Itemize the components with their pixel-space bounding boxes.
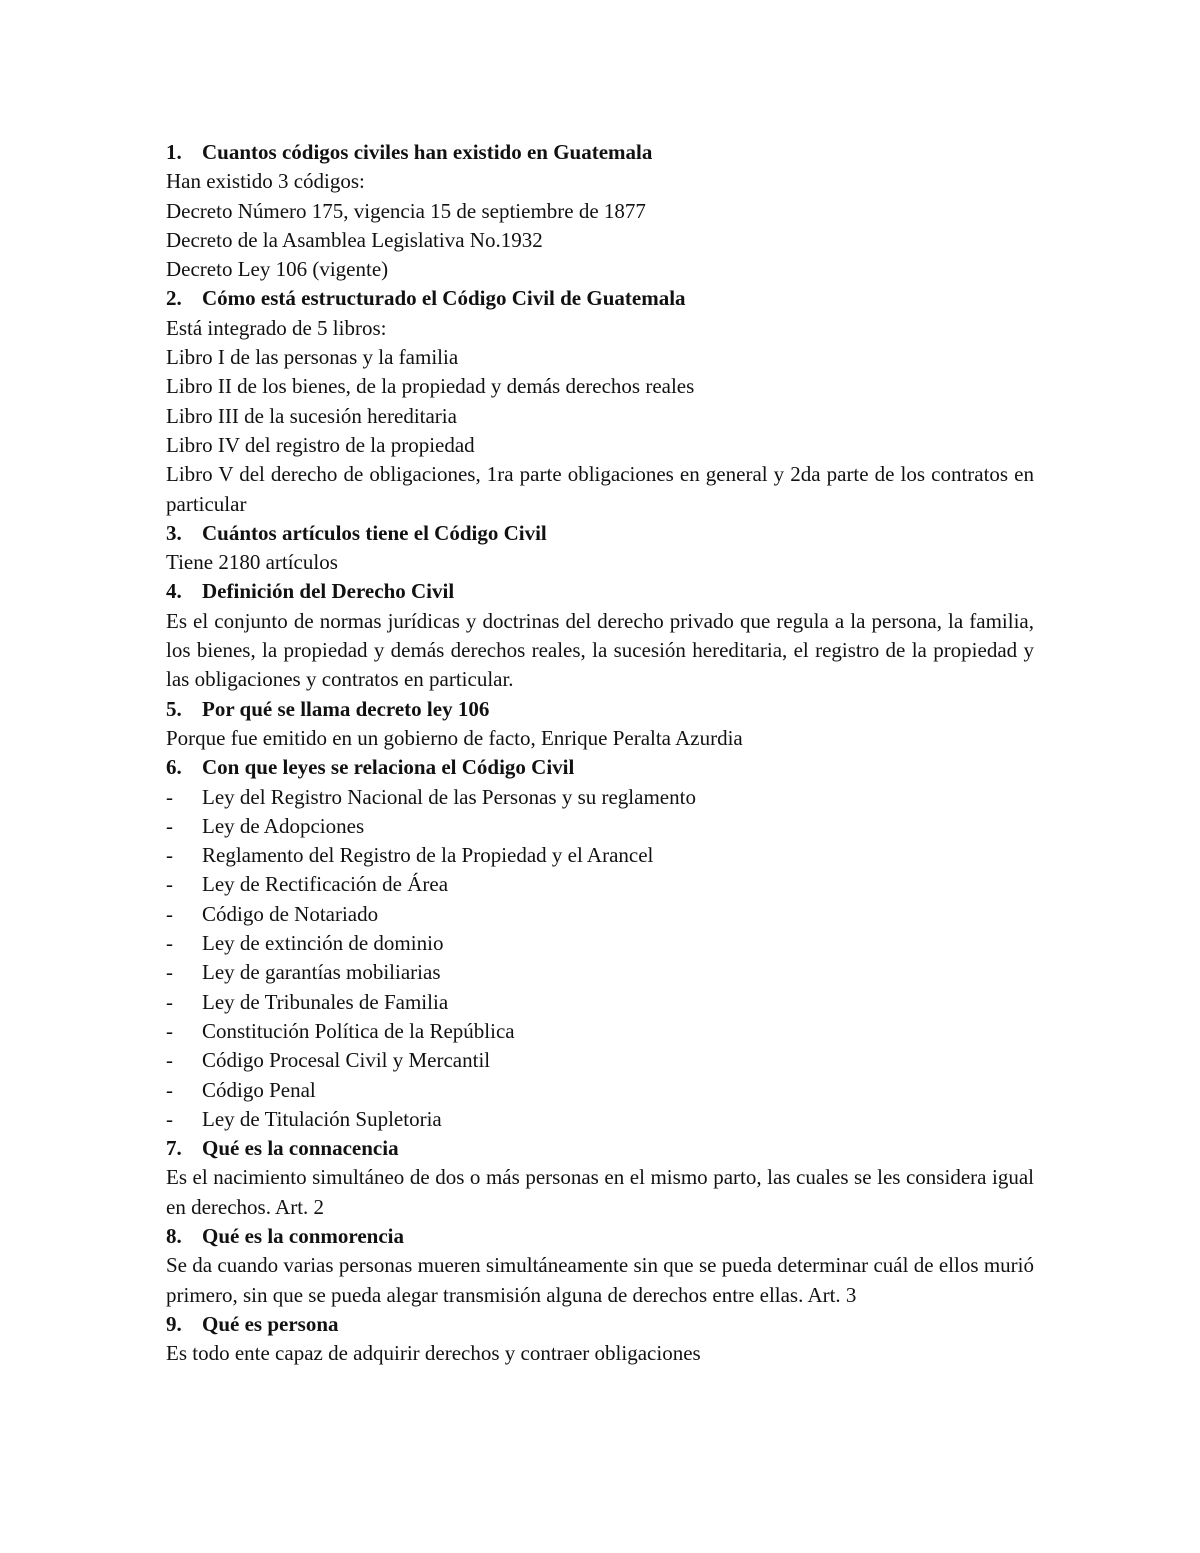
- list-item-text: Ley de Rectificación de Área: [202, 872, 449, 897]
- list-item: [166, 1105, 1034, 1134]
- question-title: Qué es la connacencia: [202, 1136, 399, 1161]
- list-item-text: Ley de Adopciones: [202, 813, 365, 838]
- question-heading: [166, 519, 1034, 548]
- answer-line: Está integrado de 5 libros:: [166, 315, 387, 340]
- answer-line: Libro II de los bienes, de la propiedad y demás derechos reales: [166, 374, 695, 399]
- question-heading: [166, 753, 1034, 782]
- question-heading: [166, 138, 1034, 167]
- list-item-text: Ley del Registro Nacional de las Personas y su reglamento: [202, 784, 696, 809]
- bullet-dash: -: [166, 1048, 173, 1073]
- list-item: [166, 841, 1034, 870]
- list-item-text: Código Penal: [202, 1077, 316, 1102]
- bullet-dash: -: [166, 989, 173, 1014]
- bullet-dash: -: [166, 1106, 173, 1131]
- answer-line: Libro IV del registro de la propiedad: [166, 432, 475, 457]
- bullet-dash: -: [166, 931, 173, 956]
- list-item: [166, 929, 1034, 958]
- bullet-dash: -: [166, 784, 173, 809]
- answer-line: Libro III de la sucesión hereditaria: [166, 403, 457, 428]
- question-title: Cuántos artículos tiene el Código Civil: [202, 520, 547, 545]
- answer-line: Han existido 3 códigos:: [166, 169, 365, 194]
- answer-line: Tiene 2180 artículos: [166, 550, 338, 575]
- question-number: 8.: [166, 1223, 182, 1248]
- question-number: 9.: [166, 1311, 182, 1336]
- list-item-text: Código de Notariado: [202, 901, 379, 926]
- bullet-dash: -: [166, 1018, 173, 1043]
- question-heading: [166, 284, 1034, 313]
- answer-line: Es todo ente capaz de adquirir derechos y contraer obligaciones: [166, 1341, 701, 1366]
- question-title: Con que leyes se relaciona el Código Civil: [202, 755, 575, 780]
- list-item: [166, 812, 1034, 841]
- question-heading: [166, 1134, 1034, 1163]
- question-heading: [166, 577, 1034, 606]
- bullet-dash: -: [166, 813, 173, 838]
- bullet-dash: -: [166, 960, 173, 985]
- answer-paragraph: Es el conjunto de normas jurídicas y doctrinas del derecho privado que regula a la persona, la familia, los bienes, la propiedad y demás derechos reales, la sucesión hereditaria, el registro de la propiedad y las obligaciones y contratos en particular.: [166, 608, 1034, 692]
- related-laws-list: [166, 783, 1034, 1135]
- answer-line: Porque fue emitido en un gobierno de facto, Enrique Peralta Azurdia: [166, 725, 743, 750]
- list-item-text: Código Procesal Civil y Mercantil: [202, 1048, 491, 1073]
- question-number: 7.: [166, 1136, 182, 1161]
- question-title: Qué es la conmorencia: [202, 1223, 405, 1248]
- question-number: 1.: [166, 140, 182, 164]
- list-item-text: Ley de extinción de dominio: [202, 931, 444, 956]
- list-item-text: Ley de Titulación Supletoria: [202, 1106, 442, 1131]
- question-title: Qué es persona: [202, 1311, 339, 1336]
- question-number: 3.: [166, 520, 182, 545]
- question-number: 2.: [166, 286, 182, 311]
- answer-line: Decreto Ley 106 (vigente): [166, 257, 389, 282]
- list-item-text: Ley de Tribunales de Familia: [202, 989, 449, 1014]
- list-item: [166, 783, 1034, 812]
- list-item: [166, 1046, 1034, 1075]
- list-item: [166, 900, 1034, 929]
- answer-line: Decreto Número 175, vigencia 15 de septiembre de 1877: [166, 198, 646, 223]
- bullet-dash: -: [166, 901, 173, 926]
- question-heading: [166, 695, 1034, 724]
- question-title: Cómo está estructurado el Código Civil de Guatemala: [202, 286, 686, 311]
- list-item-text: Constitución Política de la República: [202, 1018, 515, 1043]
- bullet-dash: -: [166, 843, 173, 868]
- list-item: [166, 870, 1034, 899]
- document-body: [166, 138, 1034, 1368]
- question-number: 4.: [166, 579, 182, 604]
- list-item: [166, 1017, 1034, 1046]
- question-heading: [166, 1222, 1034, 1251]
- answer-paragraph: Libro V del derecho de obligaciones, 1ra parte obligaciones en general y 2da parte de los contratos en particular: [166, 462, 1034, 516]
- question-title: Por qué se llama decreto ley 106: [202, 696, 490, 721]
- answer-line: Decreto de la Asamblea Legislativa No.1932: [166, 227, 543, 252]
- list-item: [166, 988, 1034, 1017]
- question-heading: [166, 1310, 1034, 1339]
- question-title: Cuantos códigos civiles han existido en Guatemala: [202, 140, 653, 164]
- question-number: 5.: [166, 696, 182, 721]
- list-item-text: Ley de garantías mobiliarias: [202, 960, 441, 985]
- answer-paragraph: Se da cuando varias personas mueren simultáneamente sin que se pueda determinar cuál de ellos murió primero, sin que se pueda alegar transmisión alguna de derechos entre ellas. Art. 3: [166, 1253, 1034, 1307]
- question-number: 6.: [166, 755, 182, 780]
- bullet-dash: -: [166, 1077, 173, 1102]
- question-title: Definición del Derecho Civil: [202, 579, 455, 604]
- list-item: [166, 958, 1034, 987]
- answer-paragraph: Es el nacimiento simultáneo de dos o más personas en el mismo parto, las cuales se les considera igual en derechos. Art. 2: [166, 1165, 1034, 1219]
- list-item-text: Reglamento del Registro de la Propiedad y el Arancel: [202, 843, 654, 868]
- bullet-dash: -: [166, 872, 173, 897]
- answer-line: Libro I de las personas y la familia: [166, 345, 459, 370]
- list-item: [166, 1076, 1034, 1105]
